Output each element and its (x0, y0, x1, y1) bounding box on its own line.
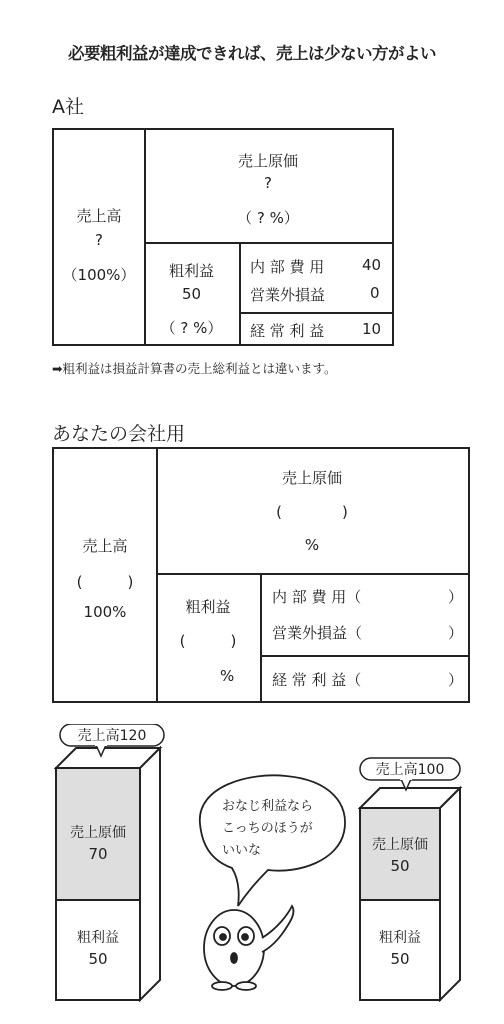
right-cogs-value: 50 (390, 857, 410, 875)
speech-bubble (200, 775, 345, 906)
speech-line-1: おなじ利益なら (222, 799, 314, 814)
y-sales-label: 売上高 (82, 537, 128, 555)
illustration (0, 724, 504, 1024)
y-internal-close: ） (448, 588, 464, 606)
a-internal-label: 内 部 費 用 (250, 258, 325, 276)
right-gp-label: 粗利益 (379, 930, 421, 946)
a-cogs-label: 売上原価 (237, 152, 298, 170)
y-nonop-close: ） (448, 624, 464, 642)
page-title: 必要粗利益が達成できれば、売上は少ない方がよい (68, 44, 436, 63)
left-gp-value: 50 (88, 950, 108, 968)
y-internal-label: 内 部 費 用（ (272, 588, 362, 606)
y-ordinary-close: ） (448, 671, 464, 689)
your-company-table (52, 447, 470, 703)
y-cogs-label: 売上原価 (281, 469, 342, 487)
a-ordinary-value: 10 (362, 320, 382, 338)
speech-line-3: いいな (222, 843, 262, 858)
y-nonop-label: 営業外損益（ (272, 624, 363, 642)
a-nonop-label: 営業外損益 (250, 286, 326, 304)
right-box (360, 788, 460, 1000)
a-gp-value: 50 (181, 285, 202, 303)
left-gp-label: 粗利益 (77, 930, 119, 946)
company-a-table (52, 128, 394, 346)
a-internal-value: 40 (362, 256, 382, 274)
y-sales-paren: ( ) (76, 573, 134, 591)
right-callout-text: 売上高100 (375, 762, 445, 778)
a-sales-label: 売上高 (76, 207, 122, 225)
a-sales-value: ? (95, 231, 103, 249)
y-sales-pct: 100% (83, 603, 127, 621)
y-cogs-paren: ( ) (276, 503, 348, 521)
a-cogs-pct: （ ? %） (237, 209, 299, 227)
mascot-character (204, 906, 294, 990)
right-gp-value: 50 (390, 950, 410, 968)
y-cogs-pct: % (304, 536, 320, 554)
a-cogs-value: ? (264, 174, 272, 192)
company-a-label: A社 (52, 96, 84, 118)
right-cogs-label: 売上原価 (372, 837, 428, 853)
left-box (56, 748, 160, 1000)
a-gp-label: 粗利益 (168, 262, 214, 280)
y-gp-pct: % (220, 667, 235, 685)
y-ordinary-label: 経 常 利 益（ (272, 671, 362, 689)
y-gp-paren: ( ) (179, 632, 237, 650)
a-gp-pct: （ ? %） (160, 319, 223, 337)
a-sales-pct: （100%） (62, 266, 136, 284)
note-text: ➡粗利益は損益計算書の売上総利益とは違います。 (52, 361, 337, 376)
left-cogs-label: 売上原価 (70, 825, 126, 841)
a-nonop-value: 0 (370, 284, 380, 302)
your-company-label: あなたの会社用 (52, 423, 186, 445)
y-gp-label: 粗利益 (185, 598, 231, 616)
left-cogs-value: 70 (88, 845, 108, 863)
speech-line-2: こっちのほうが (222, 821, 313, 836)
a-ordinary-label: 経 常 利 益 (250, 322, 325, 340)
left-callout-text: 売上高120 (77, 728, 147, 744)
